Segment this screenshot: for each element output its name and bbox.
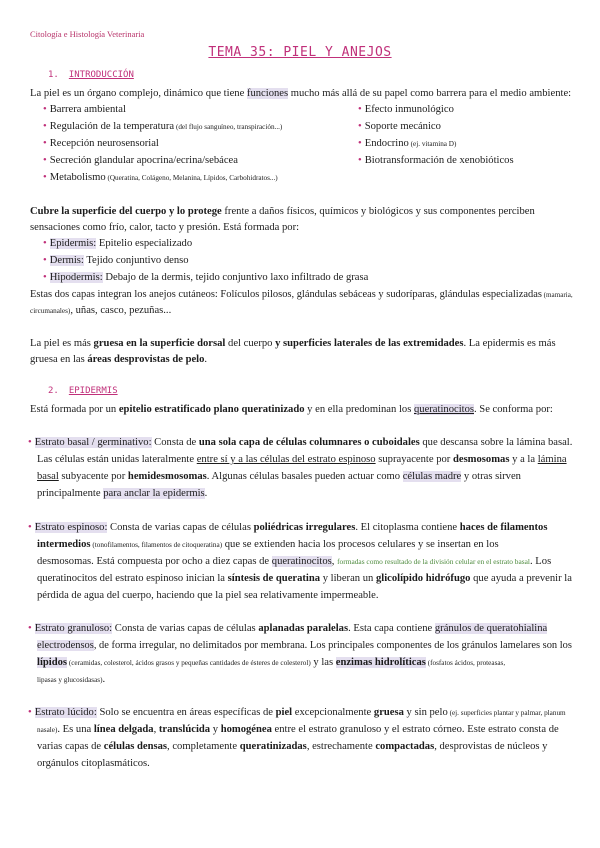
paragraph-line: circumanales), uñas, casco, pezuñas... [30,305,172,316]
paragraph-line: basal subyacente por hemidesmosomas. Algunas células basales pueden actuar como células madre y otras sirven [37,471,521,482]
paragraph-line: La piel es más gruesa en la superficie dorsal del cuerpo y superficies laterales de las extremidades. La epidermis es más [30,338,556,349]
list-item: • Endocrino (ej. vitamina D) [358,138,457,149]
list-item: • Metabolismo (Queratina, Colágeno, Melanina, Lípidos, Carbohidratos...) [43,172,278,183]
paragraph-line: Cubre la superficie del cuerpo y lo protege frente a daños físicos, químicos y biológicos y sus componentes perciben [30,206,535,217]
paragraph-line: gruesa en las áreas desprovistas de pelo. [30,354,208,365]
stratum-granular-line: • Estrato granuloso: Consta de varias capas de células aplanadas paralelas. Esta capa contiene gránulos de queratohialina [28,623,548,634]
paragraph-line: pérdida de agua del cuerpo, haciendo que la piel sea relativamente impermeable. [37,590,379,601]
list-item: • Epidermis: Epitelio especializado [43,238,193,249]
paragraph-line: Las células están unidas lateralmente entre sí y a las células del estrato espinoso suprayacente por desmosomas y a la lámina [37,454,567,465]
paragraph-line: desmosomas. Está compuesta por ocho a diez capas de queratinocitos, formadas como resultado de la división celular en el estrato basal. Los [37,556,552,567]
section-heading-introduction: 1. INTRODUCCIÓN [48,70,134,80]
list-item: • Dermis: Tejido conjuntivo denso [43,255,189,266]
list-item: • Secreción glandular apocrina/ecrina/sebácea [43,155,238,166]
paragraph-line: orgánulos citoplasmáticos. [37,758,150,769]
paragraph-line: Estas dos capas integran los anejos cutáneos: Folículos pilosos, glándulas sebáceas y sudoríparas, glándulas especializadas (mamaria, [30,289,573,300]
paragraph-line: electrodensos, de forma irregular, no delimitados por membrana. Los principales componentes de los gránulos lamelares son los [37,640,572,651]
list-item: • Soporte mecánico [358,121,441,132]
paragraph-line: intermedios (tonofilamentos, filamentos de citoqueratina) que se extienden hacia los procesos celulares y se insertan en los [37,539,499,550]
paragraph-line: sensaciones como frío, calor, tacto y presión. Está formada por: [30,222,300,233]
paragraph-line: nasale). Es una línea delgada, translúcida y homogénea entre el estrato granuloso y el estrato córneo. Este estrato consta de [37,724,559,735]
list-item: • Barrera ambiental [43,104,126,115]
stratum-basal-line: • Estrato basal / germinativo: Consta de una sola capa de células columnares o cuboidales que descansa sobre la lámina basal. [28,437,573,448]
paragraph-line: lípidos (ceramidas, colesterol, ácidos grasos y pequeñas cantidades de ésteres de colesterol) y las enzimas hidrolíticas (fosfatos ácidos, proteasas, [37,657,506,668]
list-item: • Biotransformación de xenobióticos [358,155,514,166]
list-item: • Hipodermis: Debajo de la dermis, tejido conjuntivo laxo infiltrado de grasa [43,272,369,283]
stratum-lucid-line: • Estrato lúcido: Solo se encuentra en áreas específicas de piel excepcionalmente gruesa y sin pelo (ej. superficies plantar y palmar, planum [28,707,566,718]
paragraph-line: lipasas y glucosidasas). [37,674,106,685]
course-header: Citología e Histología Veterinaria [30,29,145,39]
list-item: • Recepción neurosensorial [43,138,159,149]
paragraph-line: Está formada por un epitelio estratificado plano queratinizado y en ella predominan los queratinocitos. Se conforma por: [30,404,553,415]
paragraph-line: principalmente para anclar la epidermis. [37,488,208,499]
page-title: TEMA 35: PIEL Y ANEJOS [208,45,392,60]
stratum-spinous-line: • Estrato espinoso: Consta de varias capas de células poliédricas irregulares. El citoplasma contiene haces de filamentos [28,522,548,533]
list-item: • Efecto inmunológico [358,104,454,115]
intro-paragraph: La piel es un órgano complejo, dinámico que tiene funciones mucho más allá de su papel como barrera para el medio ambiente: [30,88,572,99]
section-heading-epidermis: 2. EPIDERMIS [48,386,118,396]
list-item: • Regulación de la temperatura (del flujo sanguíneo, transpiración...) [43,121,283,132]
paragraph-line: varias capas de células densas, completamente queratinizadas, estrechamente compactadas, desprovistas de núcleos y [37,741,548,752]
paragraph-line: queratinocitos del estrato espinoso inician la síntesis de queratina y liberan un glicolípido hidrófugo que ayuda a prevenir la [37,573,572,584]
